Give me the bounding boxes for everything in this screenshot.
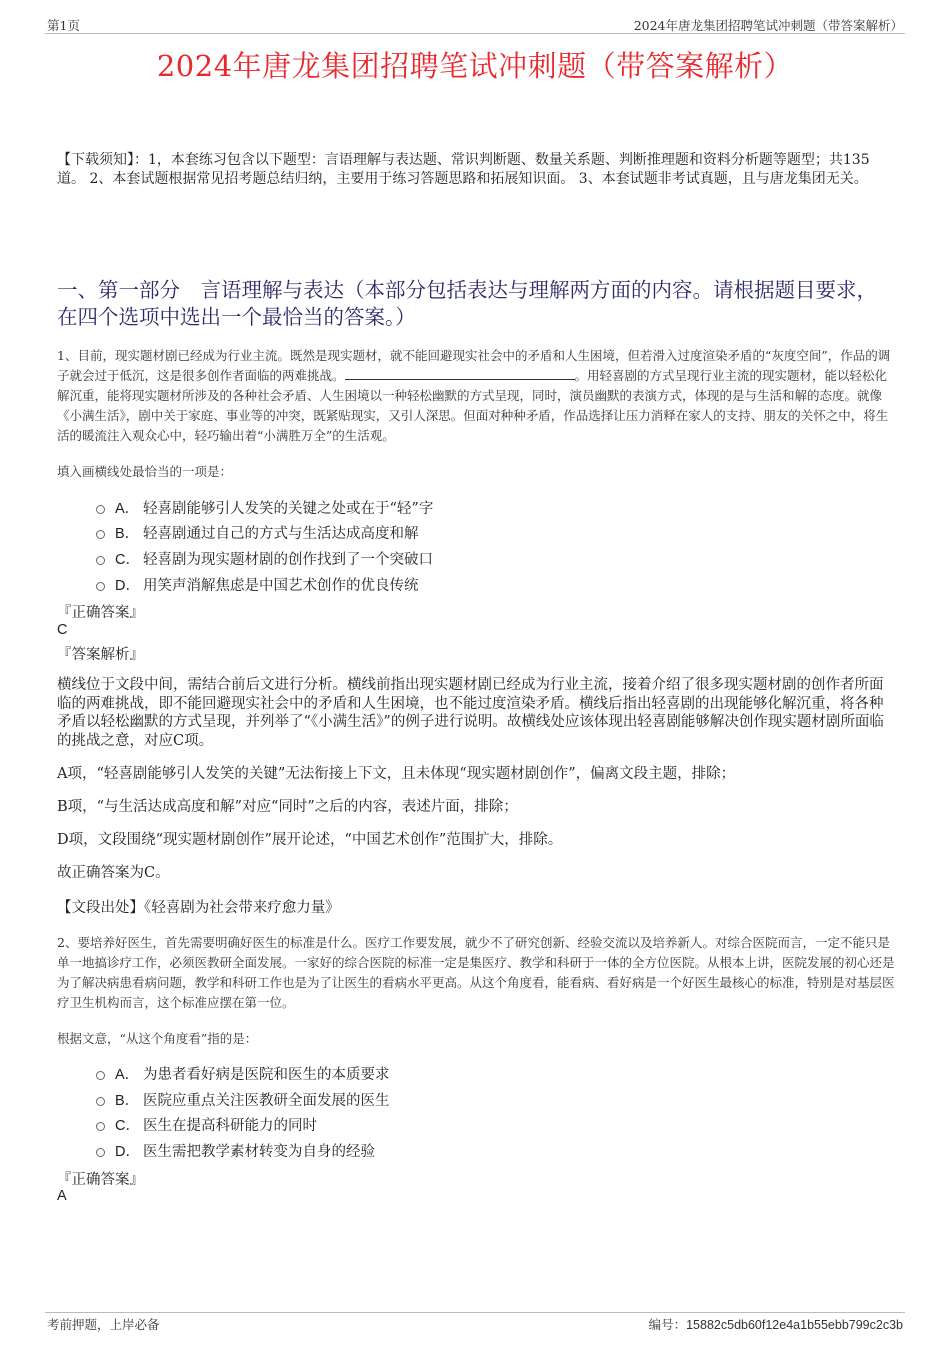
q2-option-c[interactable] [96,1114,317,1135]
option-text: 用笑声消解焦虑是中国艺术创作的优良传统 [143,578,419,594]
radio-icon[interactable] [96,582,105,591]
option-letter: D． [115,1144,140,1160]
radio-icon[interactable] [96,1122,105,1131]
option-letter: B． [115,1093,140,1109]
option-text: 轻喜剧通过自己的方式与生活达成高度和解 [143,526,419,542]
q1-analysis-option-b: B项，“与生活达成高度和解”对应“同时”之后的内容，表述片面，排除； [57,799,518,815]
q1-answer-label: 『正确答案』 [57,605,144,621]
q2-option-d[interactable] [96,1140,375,1161]
radio-icon[interactable] [96,530,105,539]
q1-analysis-option-d: D项，文段围绕“现实题材剧创作”展开论述，“中国艺术创作”范围扩大，排除。 [57,832,563,848]
footer-code [649,1315,903,1333]
q2-answer: A [57,1188,67,1204]
option-text: 医生在提高科研能力的同时 [143,1118,317,1134]
radio-icon[interactable] [96,505,105,514]
option-letter: B． [115,526,140,542]
page-title: 2024年唐龙集团招聘笔试冲刺题（带答案解析） [156,49,794,83]
q1-analysis-paragraph: 横线位于文段中间，需结合前后文进行分析。横线前指出现实题材剧已经成为行业主流，接着介绍了很多现实题材剧的创作者所面临的两难挑战，即不能回避现实社会中的矛盾和人生困境，也不能过度渲染矛盾。横线后指出轻喜剧的出现能够化解沉重，将各种矛盾以轻松幽默的方式呈现，并列举了“《小满生活》”的例子进行说明。故横线处应该体现出轻喜剧能够解决创作现实题材剧所面临的挑战之意，对应C项。 [57,677,884,749]
question-1-prompt: 填入画横线处最恰当的一项是： [57,464,233,479]
question-1-text-after: 。用轻喜剧的方式呈现行业主流的现实题材，能以轻松化解沉重，能将现实题材所涉及的各种社会矛盾、人生困境以一种轻松幽默的方式呈现，同时，演员幽默的表演方式，体现的是与生活和解的态度。就像《小满生活》，剧中关于家庭、事业等的冲突，既紧贴现实，又引人深思。但面对种种矛盾，作品选择让压力消释在家人的支持、朋友的关怀之中，将生活的暖流注入观众心中，轻巧输出着“小满胜万全”的生活观。 [57,368,889,443]
question-2-text: 2、要培养好医生，首先需要明确好医生的标准是什么。医疗工作要发展，就少不了研究创新、经验交流以及培养新人。对综合医院而言，一定不能只是单一地搞诊疗工作，必须医教研全面发展。一家好的综合医院的标准一定是集医疗、教学和科研于一体的全方位医院。从根本上讲，医院发展的初心还是为了解决病患看病问题，教学和科研工作也是为了让医生的看病水平更高。从这个角度看，能看病、看好病是一个好医生最核心的标准，特别是对基层医疗卫生机构而言，这个标准应摆在第一位。 [57,935,895,1010]
radio-icon[interactable] [96,1071,105,1080]
footer-slogan: 考前押题，上岸必备 [47,1317,160,1332]
question-2-prompt: 根据文意，“从这个角度看”指的是： [57,1031,258,1046]
option-letter: C． [115,552,140,568]
option-letter: A． [115,1067,140,1083]
header-divider [45,33,905,34]
option-text: 为患者看好病是医院和医生的本质要求 [143,1067,390,1083]
q2-option-a[interactable] [96,1063,390,1084]
option-text: 轻喜剧为现实题材剧的创作找到了一个突破口 [143,552,433,568]
question-1-text [57,346,895,446]
q1-answer: C [57,622,68,638]
q2-answer-label: 『正确答案』 [57,1172,144,1188]
q1-option-d[interactable] [96,574,419,595]
footer-code-label: 编号： [648,1317,687,1332]
footer-divider [45,1312,905,1313]
q1-analysis-option-a: A项，“轻喜剧能够引人发笑的关键”无法衔接上下文，且未体现“现实题材剧创作”，偏离文段主题，排除； [57,766,736,782]
option-text: 轻喜剧能够引人发笑的关键之处或在于“轻”字 [143,501,434,517]
q2-option-b[interactable] [96,1089,390,1110]
q1-analysis-conclusion: 故正确答案为C。 [57,865,170,881]
download-notice: 【下载须知】：1，本套练习包含以下题型：言语理解与表达题、常识判断题、数量关系题、判断推理题和资料分析题等题型；共135道。 2、本套试题根据常见招考题总结归纳，主要用于练习答题思路和拓展知识面。 3、本套试题非考试真题，且与唐龙集团无关。 [57,152,870,187]
q1-option-a[interactable] [96,497,433,518]
radio-icon[interactable] [96,1148,105,1157]
radio-icon[interactable] [96,556,105,565]
footer-code-value: 15882c5db60f12e4a1b55ebb799c2c3b [686,1318,903,1332]
q1-source: 【文段出处】《轻喜剧为社会带来疗愈力量》 [57,900,340,916]
question-1-text-before: 1、目前，现实题材剧已经成为行业主流。既然是现实题材，就不能回避现实社会中的矛盾和人生困境，但若滑入过度渲染矛盾的“灰度空间”，作品的调子就会过于低沉，这是很多创作者面临的两难挑战。 [57,348,891,383]
fill-blank-line [345,367,575,380]
radio-icon[interactable] [96,1097,105,1106]
option-letter: D． [115,578,140,594]
q1-option-b[interactable] [96,522,419,543]
q1-analysis-label: 『答案解析』 [57,647,144,663]
option-text: 医生需把教学素材转变为自身的经验 [143,1144,375,1160]
option-text: 医院应重点关注医教研全面发展的医生 [143,1093,390,1109]
option-letter: A． [115,501,140,517]
header-doc-title: 2024年唐龙集团招聘笔试冲刺题（带答案解析） [633,18,903,33]
q1-option-c[interactable] [96,548,433,569]
option-letter: C． [115,1118,140,1134]
page-number: 第1页 [47,18,80,33]
section-heading: 一、第一部分 言语理解与表达（本部分包括表达与理解两方面的内容。请根据题目要求，在四个选项中选出一个最恰当的答案。） [57,278,877,329]
